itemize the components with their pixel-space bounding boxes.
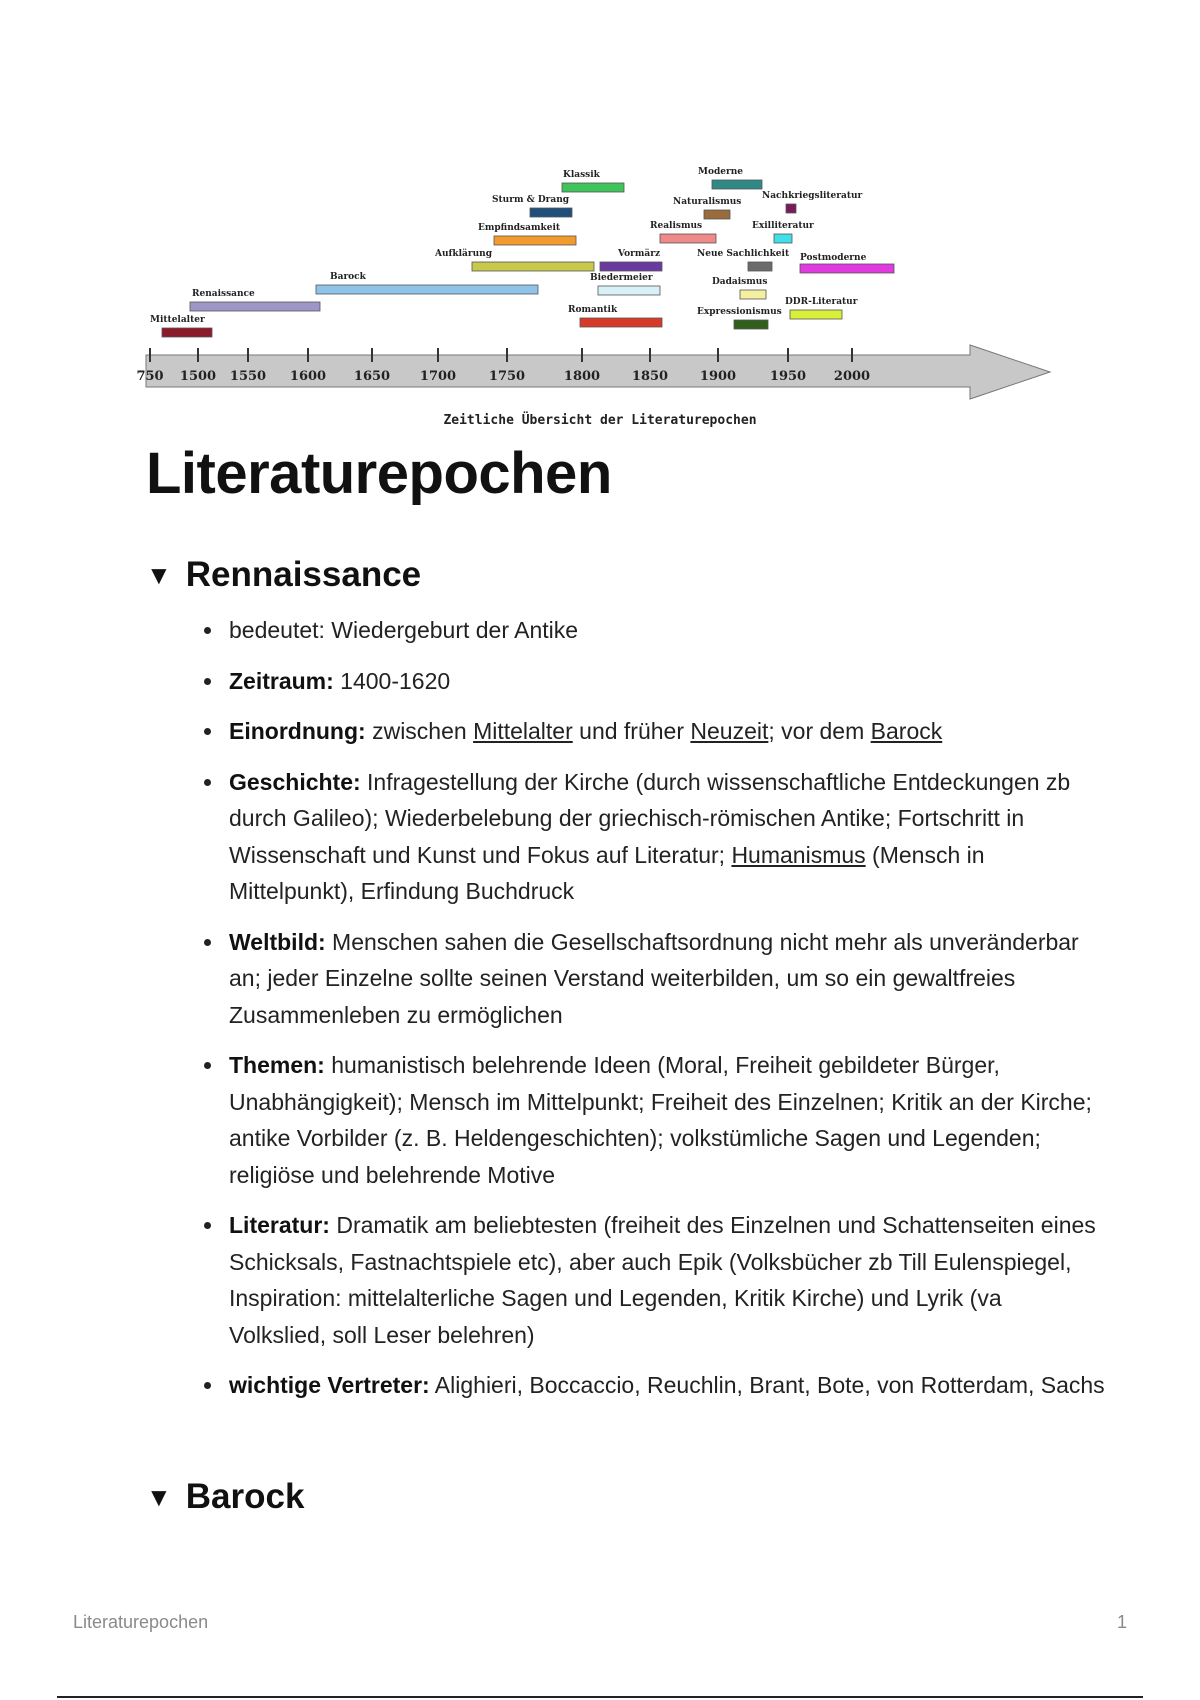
timeline-tick-label: 1850 (631, 369, 669, 384)
footer-title: Literaturepochen (73, 1612, 209, 1632)
timeline-caption: Zeitliche Übersicht der Literaturepochen (443, 413, 757, 428)
epoch-bar (494, 236, 576, 245)
epoch-label: Klassik (563, 170, 600, 180)
point-text: Dramatik am beliebtesten (freiheit des Einzelnen und Schattenseiten eines Schicksals, Fastnachtspiele etc), aber auch Epik (Volksbücher zb Till Eulenspiegel, Inspiration: mittelalterliche Sagen und Legenden, Kritik Kirche) und Lyrik (va Volkslied, soll Leser belehren) (229, 1212, 1096, 1348)
timeline-tick-label: 750 (136, 369, 164, 384)
epoch-bar (704, 210, 730, 219)
epoch-label: Naturalismus (673, 197, 742, 207)
point-text: bedeutet: Wiedergeburt der Antike (229, 617, 579, 643)
timeline-tick-label: 1800 (563, 369, 601, 384)
epoch-bar (786, 204, 796, 213)
epoch-label: Postmoderne (800, 253, 867, 263)
point-text: und früher (572, 718, 691, 744)
epoch-bar (530, 208, 572, 217)
point-text: Alighieri, Boccaccio, Reuchlin, Brant, Bote, von Rotterdam, Sachs (429, 1372, 1105, 1398)
link-humanismus[interactable]: Humanismus (731, 841, 866, 868)
list-item (225, 764, 1105, 910)
link-barock[interactable]: Barock (870, 718, 943, 744)
epoch-timeline (136, 150, 1060, 450)
epoch-label: Mittelalter (150, 315, 205, 325)
epoch-label: DDR-Literatur (785, 297, 858, 307)
list-item (225, 663, 1105, 700)
epoch-bar (190, 302, 320, 311)
epoch-bar (790, 310, 842, 319)
list-item (225, 1207, 1105, 1353)
timeline-tick-label: 1550 (229, 369, 267, 384)
point-label: Literatur: (229, 1212, 330, 1238)
list-item (225, 924, 1105, 1034)
epoch-bar (712, 180, 762, 189)
list-item (225, 612, 1105, 649)
point-label: Einordnung: (229, 718, 366, 744)
timeline-tick-label: 2000 (833, 369, 871, 384)
epoch-label: Romantik (568, 305, 618, 315)
epoch-bar (598, 286, 660, 295)
epoch-label: Aufklärung (435, 249, 493, 259)
timeline-tick-label: 1950 (769, 369, 807, 384)
epoch-bar (774, 234, 792, 243)
link-neuzeit[interactable]: Neuzeit (690, 718, 769, 744)
epoch-label: Moderne (698, 167, 743, 177)
point-text: Infragestellung der Kirche (durch wissenschaftliche Entdeckungen zb durch Galileo); Wiederbelebung der griechisch-römischen Antike; Fortschritt in Wissenschaft und Kunst und Fokus auf Literatur; (229, 768, 1071, 868)
epoch-label: Sturm & Drang (492, 195, 570, 205)
epoch-label: Biedermeier (590, 273, 653, 283)
epoch-label: Empfindsamkeit (478, 223, 561, 233)
epoch-label: Renaissance (192, 289, 255, 299)
page-title: Literaturepochen (146, 441, 612, 506)
section-title: Barock (185, 1477, 305, 1516)
collapse-triangle-icon[interactable]: ▼ (146, 559, 172, 590)
page-number: 1 (1116, 1612, 1127, 1632)
timeline-tick-label: 1750 (488, 369, 526, 384)
point-label: wichtige Vertreter: (229, 1372, 430, 1398)
epoch-bar (580, 318, 662, 327)
epoch-label: Barock (330, 272, 366, 282)
epoch-label: Realismus (650, 221, 703, 231)
list-item (225, 713, 1105, 750)
list-item (225, 1367, 1105, 1404)
section-title: Rennaissance (185, 555, 422, 594)
renaissance-points (190, 612, 1105, 1418)
epoch-label: Expressionismus (697, 307, 782, 317)
section-renaissance-header[interactable] (146, 555, 421, 595)
epoch-label: Neue Sachlichkeit (697, 249, 790, 259)
epoch-bar (562, 183, 624, 192)
timeline-tick-label: 1700 (419, 369, 457, 384)
epoch-label: Exilliteratur (752, 221, 814, 231)
epoch-bar (800, 264, 894, 273)
bottom-rule (57, 1696, 1143, 1698)
timeline-tick-label: 1900 (699, 369, 737, 384)
epoch-bar (600, 262, 662, 271)
timeline-tick-label: 1600 (289, 369, 327, 384)
section-barock-header[interactable] (146, 1477, 304, 1517)
point-label: Geschichte: (229, 768, 361, 795)
epoch-bar (740, 290, 766, 299)
point-label: Zeitraum: (229, 667, 334, 694)
epoch-label: Nachkriegsliteratur (762, 191, 863, 201)
link-mittelalter[interactable]: Mittelalter (473, 718, 573, 744)
point-text: humanistisch belehrende Ideen (Moral, Freiheit gebildeter Bürger, Unabhängigkeit); Mensch im Mittelpunkt; Freiheit des Einzelnen; Kritik an der Kirche; antike Vorbilder (z. B. Heldengeschichten); volkstümliche Sagen und Legenden; religiöse und belehrende Motive (229, 1052, 1092, 1188)
collapse-triangle-icon[interactable]: ▼ (146, 1481, 172, 1512)
point-text: zwischen (365, 718, 474, 744)
epoch-label: Dadaismus (712, 277, 768, 287)
list-item (225, 1047, 1105, 1193)
epoch-bar (734, 320, 768, 329)
timeline-tick-label: 1650 (353, 369, 391, 384)
point-label: Weltbild: (229, 928, 326, 955)
epoch-bar (472, 262, 594, 271)
epoch-label: Vormärz (618, 249, 661, 259)
point-text: Menschen sahen die Gesellschaftsordnung nicht mehr als unveränderbar an; jeder Einzelne sollte seinen Verstand weiterbilden, um so ein gewaltfreies Zusammenleben zu ermöglichen (229, 928, 1079, 1028)
epoch-bar (748, 262, 772, 271)
epoch-bar (316, 285, 538, 294)
epoch-bar (660, 234, 716, 243)
point-text: ; vor dem (768, 718, 871, 744)
point-label: Themen: (229, 1052, 325, 1078)
point-text: (Mensch in Mittelpunkt), Erfindung Buchdruck (229, 841, 985, 904)
point-text: 1400-1620 (333, 667, 451, 694)
timeline-tick-label: 1500 (179, 369, 217, 384)
epoch-bar (162, 328, 212, 337)
